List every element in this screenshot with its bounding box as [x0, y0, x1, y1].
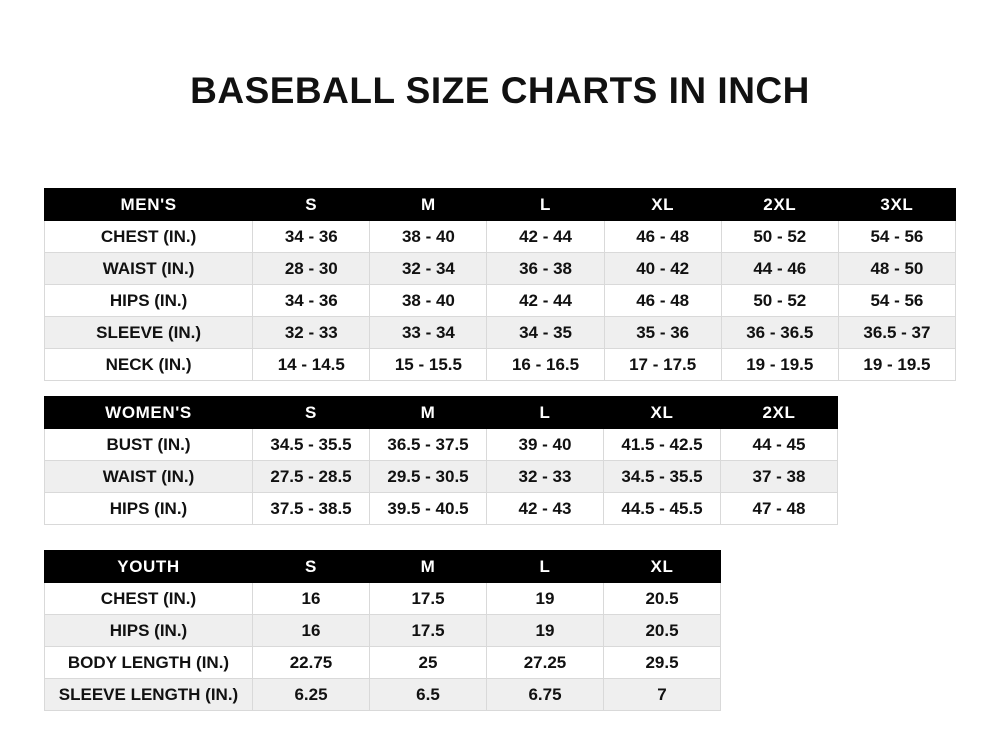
- row-label: NECK (IN.): [45, 349, 253, 381]
- table-cell: 16 - 16.5: [487, 349, 604, 381]
- column-header: M: [370, 189, 487, 221]
- mens-size-chart: [44, 188, 956, 381]
- row-label: CHEST (IN.): [45, 583, 253, 615]
- table-cell: 14 - 14.5: [253, 349, 370, 381]
- table-cell: 42 - 44: [487, 285, 604, 317]
- table-cell: 6.75: [487, 679, 604, 711]
- table-cell: 44.5 - 45.5: [604, 493, 721, 525]
- table-cell: 44 - 45: [721, 429, 838, 461]
- table-cell: 19: [487, 583, 604, 615]
- table-cell: 27.5 - 28.5: [253, 461, 370, 493]
- row-label: WAIST (IN.): [45, 461, 253, 493]
- table-row: [45, 317, 956, 349]
- table-cell: 35 - 36: [604, 317, 721, 349]
- table-cell: 16: [253, 583, 370, 615]
- table-cell: 33 - 34: [370, 317, 487, 349]
- table-row: [45, 493, 838, 525]
- table-cell: 34.5 - 35.5: [253, 429, 370, 461]
- table-cell: 54 - 56: [838, 285, 955, 317]
- table-cell: 54 - 56: [838, 221, 955, 253]
- table-cell: 32 - 33: [487, 461, 604, 493]
- table-cell: 36.5 - 37.5: [370, 429, 487, 461]
- womens-size-chart: [44, 396, 838, 525]
- table-cell: 17 - 17.5: [604, 349, 721, 381]
- table-cell: 34 - 36: [253, 221, 370, 253]
- column-header: L: [487, 189, 604, 221]
- table-cell: 42 - 43: [487, 493, 604, 525]
- table-cell: 6.5: [370, 679, 487, 711]
- column-header: S: [253, 189, 370, 221]
- table-row: [45, 615, 721, 647]
- column-header: XL: [604, 397, 721, 429]
- column-header: S: [253, 551, 370, 583]
- column-header: L: [487, 551, 604, 583]
- row-label: CHEST (IN.): [45, 221, 253, 253]
- table-row: [45, 647, 721, 679]
- row-label: BUST (IN.): [45, 429, 253, 461]
- row-label: HIPS (IN.): [45, 493, 253, 525]
- table-cell: 20.5: [604, 583, 721, 615]
- table-cell: 36 - 38: [487, 253, 604, 285]
- table-cell: 50 - 52: [721, 221, 838, 253]
- table-cell: 34.5 - 35.5: [604, 461, 721, 493]
- table-cell: 38 - 40: [370, 285, 487, 317]
- row-label: HIPS (IN.): [45, 615, 253, 647]
- table-cell: 34 - 35: [487, 317, 604, 349]
- column-header: L: [487, 397, 604, 429]
- column-header: 2XL: [721, 397, 838, 429]
- column-header: YOUTH: [45, 551, 253, 583]
- column-header: XL: [604, 189, 721, 221]
- row-label: BODY LENGTH (IN.): [45, 647, 253, 679]
- table-row: [45, 285, 956, 317]
- table-cell: 15 - 15.5: [370, 349, 487, 381]
- table-cell: 44 - 46: [721, 253, 838, 285]
- table-header-row: [45, 397, 838, 429]
- table-cell: 32 - 34: [370, 253, 487, 285]
- table-cell: 36 - 36.5: [721, 317, 838, 349]
- table-cell: 19 - 19.5: [838, 349, 955, 381]
- table-cell: 39 - 40: [487, 429, 604, 461]
- table-cell: 19 - 19.5: [721, 349, 838, 381]
- table-cell: 37.5 - 38.5: [253, 493, 370, 525]
- table-cell: 22.75: [253, 647, 370, 679]
- table-cell: 29.5: [604, 647, 721, 679]
- table-cell: 50 - 52: [721, 285, 838, 317]
- table-cell: 28 - 30: [253, 253, 370, 285]
- table-row: [45, 461, 838, 493]
- table-cell: 46 - 48: [604, 285, 721, 317]
- column-header: XL: [604, 551, 721, 583]
- table-cell: 42 - 44: [487, 221, 604, 253]
- table-cell: 46 - 48: [604, 221, 721, 253]
- table-cell: 39.5 - 40.5: [370, 493, 487, 525]
- table-header-row: [45, 551, 721, 583]
- column-header: 2XL: [721, 189, 838, 221]
- table-cell: 36.5 - 37: [838, 317, 955, 349]
- table-cell: 7: [604, 679, 721, 711]
- table-row: [45, 221, 956, 253]
- table-cell: 19: [487, 615, 604, 647]
- table-cell: 34 - 36: [253, 285, 370, 317]
- table-row: [45, 253, 956, 285]
- table-cell: 48 - 50: [838, 253, 955, 285]
- page-title: BASEBALL SIZE CHARTS IN INCH: [190, 70, 810, 111]
- table-cell: 41.5 - 42.5: [604, 429, 721, 461]
- table-cell: 37 - 38: [721, 461, 838, 493]
- column-header: M: [370, 551, 487, 583]
- column-header: WOMEN'S: [45, 397, 253, 429]
- row-label: HIPS (IN.): [45, 285, 253, 317]
- table-cell: 16: [253, 615, 370, 647]
- youth-size-chart: [44, 550, 721, 711]
- table-cell: 32 - 33: [253, 317, 370, 349]
- table-cell: 47 - 48: [721, 493, 838, 525]
- table-cell: 25: [370, 647, 487, 679]
- table-cell: 29.5 - 30.5: [370, 461, 487, 493]
- table-cell: 17.5: [370, 583, 487, 615]
- table-row: [45, 679, 721, 711]
- column-header: M: [370, 397, 487, 429]
- row-label: SLEEVE LENGTH (IN.): [45, 679, 253, 711]
- table-row: [45, 349, 956, 381]
- table-row: [45, 429, 838, 461]
- row-label: SLEEVE (IN.): [45, 317, 253, 349]
- table-cell: 17.5: [370, 615, 487, 647]
- column-header: 3XL: [838, 189, 955, 221]
- table-cell: 27.25: [487, 647, 604, 679]
- table-cell: 38 - 40: [370, 221, 487, 253]
- table-cell: 6.25: [253, 679, 370, 711]
- table-cell: 40 - 42: [604, 253, 721, 285]
- column-header: MEN'S: [45, 189, 253, 221]
- table-header-row: [45, 189, 956, 221]
- column-header: S: [253, 397, 370, 429]
- table-row: [45, 583, 721, 615]
- table-cell: 20.5: [604, 615, 721, 647]
- row-label: WAIST (IN.): [45, 253, 253, 285]
